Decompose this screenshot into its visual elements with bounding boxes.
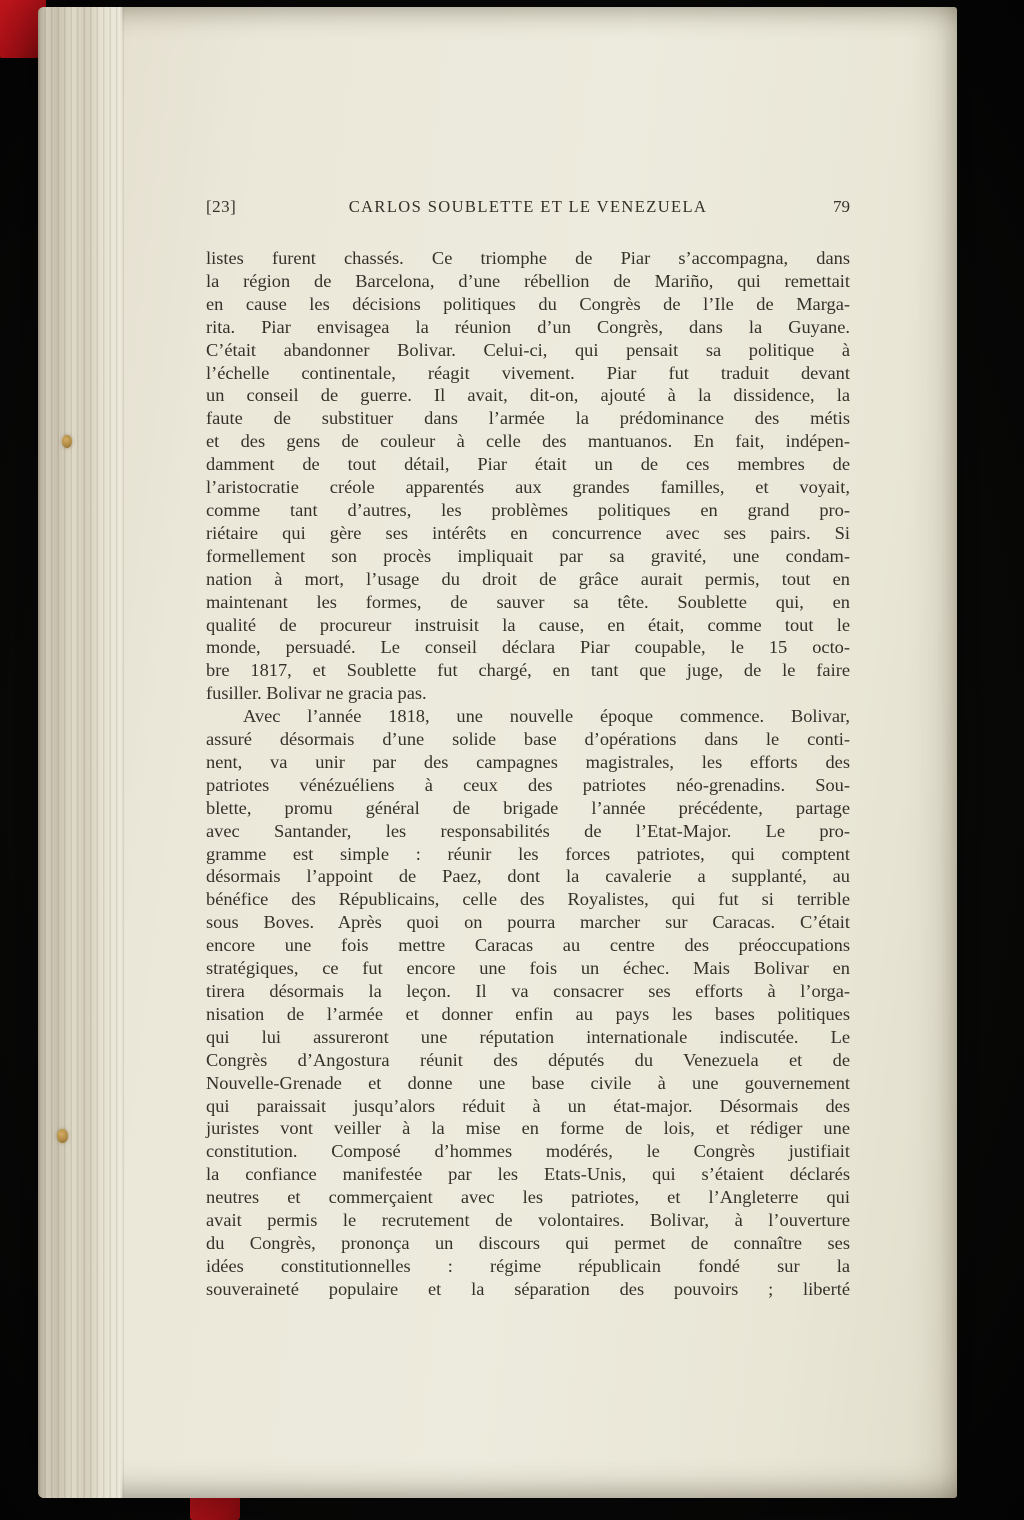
running-title: CARLOS SOUBLETTE ET LE VENEZUELA (348, 197, 708, 216)
page-edge-stack (38, 7, 124, 1498)
page-number: 79 (833, 197, 850, 216)
text-line: désormais l’appoint de Paez, dont la cavalerie a supplanté, au (206, 866, 850, 887)
text-line: Congrès d’Angostura réunit des députés du Venezuela et de (206, 1049, 850, 1070)
section-marker: [23] (206, 197, 237, 216)
text-line: nisation de l’armée et donner enfin au pays les bases politiques (206, 1003, 850, 1024)
text-line: un conseil de guerre. Il avait, dit-on, ajouté à la dissidence, la (206, 385, 850, 406)
text-line: gramme est simple : réunir les forces patriotes, qui comptent (206, 843, 850, 864)
text-line: avec Santander, les responsabilités de l’Etat-Major. Le pro- (206, 820, 850, 841)
paragraph-2 (206, 705, 850, 1301)
text-line: l’échelle continentale, réagit vivement. Piar fut traduit devant (206, 362, 850, 383)
text-line: assuré désormais d’une solide base d’opérations dans le conti- (206, 729, 850, 750)
text-block (206, 197, 850, 1301)
text-line: nent, va unir par des campagnes magistrales, les efforts des (206, 751, 850, 772)
text-line: avait permis le recrutement de volontaires. Bolivar, à l’ouverture (206, 1210, 850, 1231)
text-line: encore une fois mettre Caracas au centre des préoccupations (206, 935, 850, 956)
paper-speck (57, 1129, 68, 1143)
text-line: maintenant les formes, de sauver sa tête. Soublette qui, en (206, 591, 850, 612)
text-line: constitution. Composé d’hommes modérés, le Congrès justifiait (206, 1141, 850, 1162)
text-line: riétaire qui gère ses intérêts en concurrence avec ses pairs. Si (206, 522, 850, 543)
text-line: faute de substituer dans l’armée la prédominance des métis (206, 408, 850, 429)
text-line: juristes vont veiller à la mise en forme de lois, et rédiger une (206, 1118, 850, 1139)
text-line: sous Boves. Après quoi on pourra marcher sur Caracas. C’était (206, 912, 850, 933)
text-line: l’aristocratie créole apparentés aux grandes familles, et voyait, (206, 477, 850, 498)
text-line: C’était abandonner Bolivar. Celui-ci, qui pensait sa politique à (206, 339, 850, 360)
text-line: neutres et commerçaient avec les patriotes, et l’Angleterre qui (206, 1187, 850, 1208)
text-line: en cause les décisions politiques du Congrès de l’Ile de Marga- (206, 293, 850, 314)
text-line: Nouvelle-Grenade et donne une base civile à une gouvernement (206, 1072, 850, 1093)
text-line: nation à mort, l’usage du droit de grâce aurait permis, tout en (206, 568, 850, 589)
text-line: du Congrès, prononça un discours qui permet de connaître ses (206, 1232, 850, 1253)
text-line: la confiance manifestée par les Etats-Unis, qui s’étaient déclarés (206, 1164, 850, 1185)
text-line: qui paraissait jusqu’alors réduit à un état-major. Désormais des (206, 1095, 850, 1116)
text-line: rita. Piar envisagea la réunion d’un Congrès, dans la Guyane. (206, 316, 850, 337)
text-line: fusiller. Bolivar ne gracia pas. (206, 683, 427, 704)
book-page (38, 7, 957, 1498)
text-line: et des gens de couleur à celle des mantuanos. En fait, indépen- (206, 431, 850, 452)
text-line: comme tant d’autres, les problèmes politiques en grand pro- (206, 499, 850, 520)
text-line: damment de tout détail, Piar était un de ces membres de (206, 454, 850, 475)
text-line: Avec l’année 1818, une nouvelle époque commence. Bolivar, (243, 706, 850, 727)
text-line: qualité de procureur instruisit la cause, en était, comme tout le (206, 614, 850, 635)
text-line: listes furent chassés. Ce triomphe de Piar s’accompagna, dans (206, 248, 850, 268)
text-line: stratégiques, ce fut encore une fois un échec. Mais Bolivar en (206, 958, 850, 979)
text-line: bre 1817, et Soublette fut chargé, en tant que juge, de le faire (206, 660, 850, 681)
text-line: souveraineté populaire et la séparation des pouvoirs ; liberté (206, 1278, 850, 1299)
text-line: blette, promu général de brigade l’année précédente, partage (206, 797, 850, 818)
text-line: tirera désormais la leçon. Il va consacrer ses efforts à l’orga- (206, 981, 850, 1001)
text-line: formellement son procès impliquait par sa gravité, une condam- (206, 545, 850, 566)
page-header (206, 197, 850, 217)
text-line: qui lui assureront une réputation internationale indiscutée. Le (206, 1026, 850, 1047)
text-line: monde, persuadé. Le conseil déclara Piar coupable, le 15 octo- (206, 637, 850, 658)
text-line: la région de Barcelona, d’une rébellion de Mariño, qui remettait (206, 270, 850, 291)
paragraph-1 (206, 247, 850, 705)
text-line: patriotes vénézuéliens à ceux des patriotes néo-grenadins. Sou- (206, 774, 850, 795)
paper-speck (62, 435, 72, 448)
text-line: bénéfice des Républicains, celle des Royalistes, qui fut si terrible (206, 889, 850, 910)
text-line: idées constitutionnelles : régime républicain fondé sur la (206, 1255, 850, 1276)
